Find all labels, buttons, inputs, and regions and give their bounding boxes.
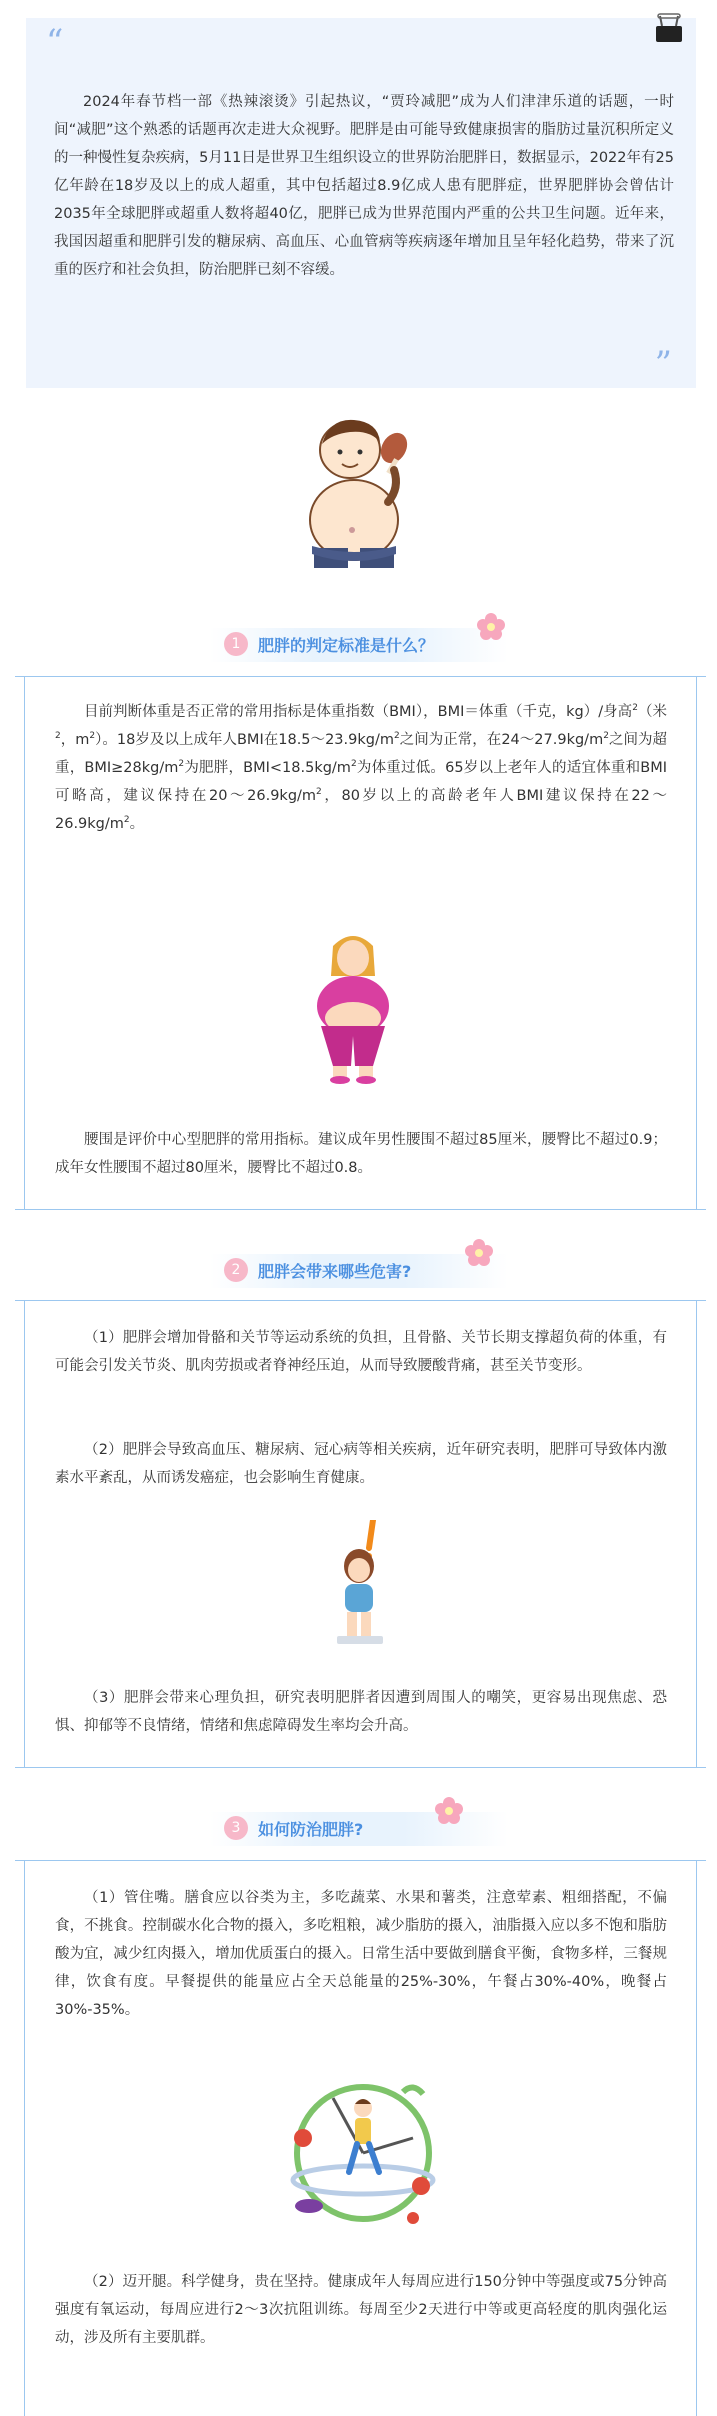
prevention-paragraph-1: （1）管住嘴。膳食应以谷类为主，多吃蔬菜、水果和薯类，注意荤素、粗细搭配，不偏食，不挑食。控制碳水化合物的摄入，多吃粗粮，减少脂肪的摄入，油脂摄入应以多不饱和脂肪酸为宜，减少红肉摄入，增加优质蛋白的摄入。日常生活中要做到膳食平衡，食物多样，三餐规律，饮食有度。早餐提供的能量应占全天总能量的25%-30%，午餐占30%-40%，晚餐占30%-35%。 bbox=[55, 1890, 667, 2018]
section-title: 如何防治肥胖? bbox=[258, 1820, 364, 1839]
overweight-woman-illustration bbox=[303, 926, 403, 1086]
harm-paragraph-3: （3）肥胖会带来心理负担，研究表明肥胖者因遭到周围人的嘲笑，更容易出现焦虑、恐惧、抑郁等不良情绪，情绪和焦虑障碍发生率均会升高。 bbox=[55, 1690, 667, 1734]
section-number-badge: 3 bbox=[224, 1816, 248, 1840]
bmi-paragraph: 目前判断体重是否正常的常用指标是体重指数（BMI），BMI＝体重（千克，kg）/身高$^2$（米$^2$，$m^2$）。18岁及以上成年人BMI在$18.5\sim 23.9kg/m^2$之间为正常，在$24\sim 27.9kg/m^2$之间为超重，$BMI\ge 28kg/m^2$为肥胖，$BMI<18.5kg/m^2$为体重过低。65岁以上老年人的适宜体重和BMI可略高，建议保持在$20\sim 26.9kg/m^2$，80岁以上的高龄老年人BMI建议保持在$22\sim 26.9kg/m^2$。 bbox=[55, 703, 668, 832]
section-1-heading bbox=[0, 622, 717, 662]
intro-paragraph: 2024年春节档一部《热辣滚烫》引起热议，“贾玲减肥”成为人们津津乐道的话题，一时间“减肥”这个熟悉的话题再次走进大众视野。肥胖是由可能导致健康损害的脂肪过量沉积所定义的一种慢性复杂疾病，5月11日是世界卫生组织设立的世界防治肥胖日，数据显示，2022年有25亿年龄在18岁及以上的成人超重，其中包括超过8.9亿成人患有肥胖症，世界肥胖协会曾估计2035年全球肥胖或超重人数将超40亿，肥胖已成为世界范围内严重的公共卫生问题。近年来，我国因超重和肥胖引发的糖尿病、高血压、心血管病等疾病逐年增加且呈年轻化趋势，带来了沉重的医疗和社会负担，防治肥胖已刻不容缓。 bbox=[54, 94, 674, 278]
section-2-heading bbox=[0, 1248, 717, 1288]
waist-paragraph: 腰围是评价中心型肥胖的常用指标。建议成年男性腰围不超过85厘米，腰臀比不超过0.9；成年女性腰围不超过80厘米，腰臀比不超过0.8。 bbox=[55, 1132, 667, 1176]
section-number-badge: 1 bbox=[224, 632, 248, 656]
flower-icon bbox=[462, 1236, 496, 1270]
section-number-badge: 2 bbox=[224, 1258, 248, 1282]
open-quote-icon: “ bbox=[46, 22, 64, 62]
section-3-heading bbox=[0, 1806, 717, 1846]
intro-quote bbox=[26, 18, 696, 388]
section-2-box bbox=[24, 1300, 697, 1768]
section-title: 肥胖的判定标准是什么？ bbox=[258, 636, 435, 655]
section-title: 肥胖会带来哪些危害? bbox=[258, 1262, 412, 1281]
healthy-lifestyle-illustration bbox=[273, 2068, 453, 2238]
worried-girl-illustration bbox=[329, 1520, 393, 1650]
prevention-paragraph-2: （2）迈开腿。科学健身，贵在坚持。健康成年人每周应进行150分钟中等强度或75分钟高强度有氧运动，每周应进行2～3次抗阻训练。每周至少2天进行中等或更高轻度的肌肉强化运动，涉及所有主要肌群。 bbox=[55, 2274, 667, 2346]
section-3-box bbox=[24, 1860, 697, 2416]
section-1-box bbox=[24, 676, 697, 1210]
overweight-man-illustration bbox=[290, 408, 430, 578]
harm-paragraph-1: （1）肥胖会增加骨骼和关节等运动系统的负担，且骨骼、关节长期支撑超负荷的体重，有可能会引发关节炎、肌肉劳损或者脊神经压迫，从而导致腰酸背痛，甚至关节变形。 bbox=[55, 1330, 667, 1374]
binder-clip-icon bbox=[652, 12, 686, 46]
harm-paragraph-2: （2）肥胖会导致高血压、糖尿病、冠心病等相关疾病，近年研究表明，肥胖可导致体内激素水平紊乱，从而诱发癌症，也会影响生育健康。 bbox=[55, 1442, 667, 1486]
flower-icon bbox=[474, 610, 508, 644]
flower-icon bbox=[432, 1794, 466, 1828]
close-quote-icon: ” bbox=[654, 344, 672, 384]
